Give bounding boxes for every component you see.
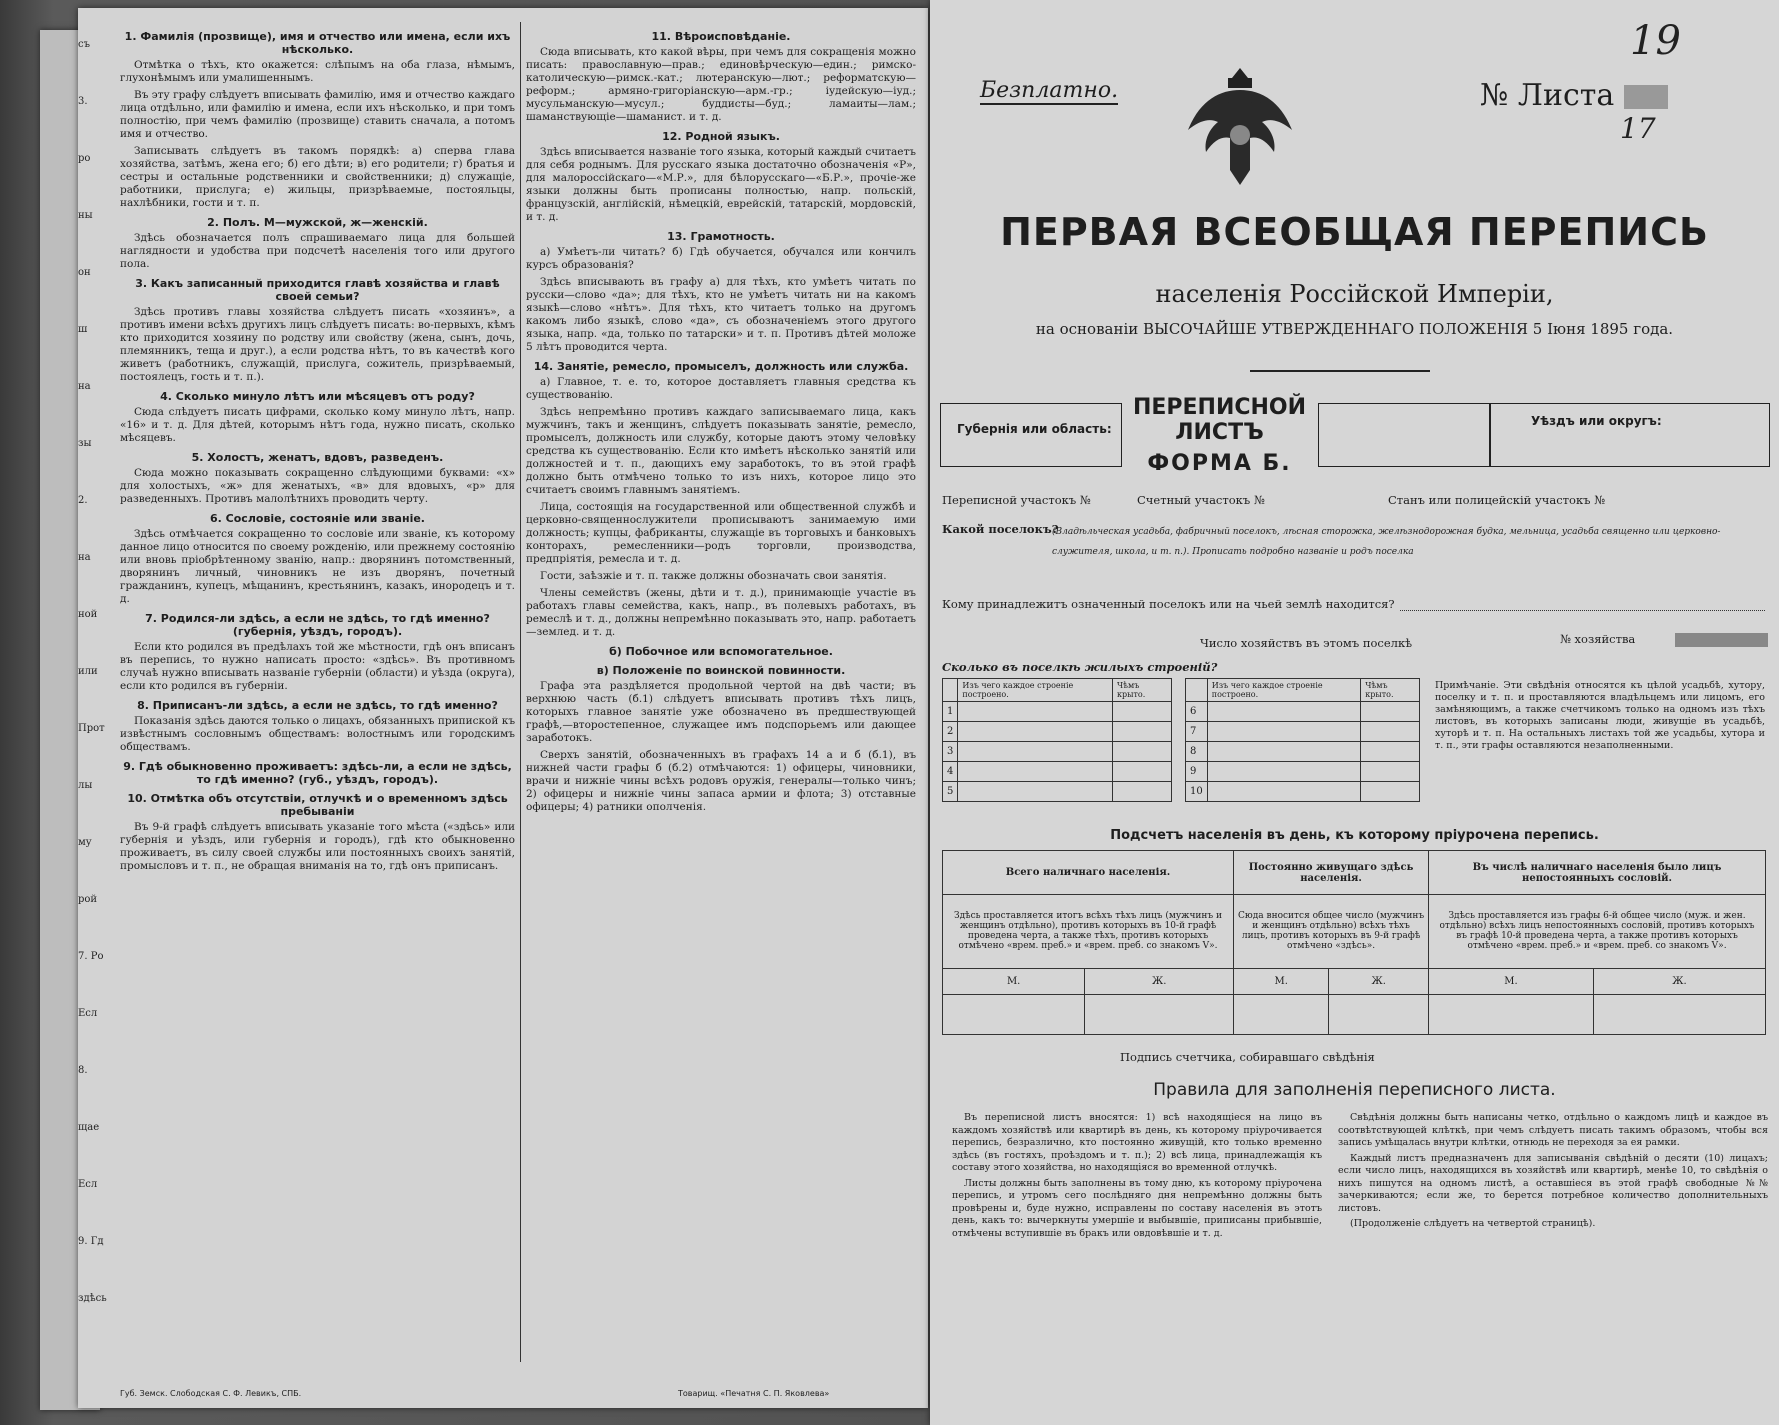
instruction-paragraph: Здѣсь противъ главы хозяйства слѣдуетъ писать «хозяинъ», а противъ имени всѣхъ другихъ лицъ слѣдуетъ писать: во-первыхъ, кѣмъ кто приходится хозяину по родству или свойству (жена, сынъ, дочь, племянникъ, теща и друг.), а если родства нѣтъ, то въ качествѣ кого живетъ (работникъ, служащій, прислуга, сожитель, призрѣваемый, постоялецъ, гость и т. п.). — [120, 306, 515, 383]
census-legal-basis: на основаніи ВЫСОЧАЙШЕ УТВЕРЖДЕННАГО ПОЛОЖЕНІЯ 5 Іюня 1895 года. — [1035, 320, 1674, 338]
count-male-value — [943, 995, 1085, 1035]
gubernia-box — [940, 403, 1122, 467]
section-heading: 10. Отмѣтка объ отсутствіи, отлучкѣ и о временномъ здѣсь пребываніи — [127, 792, 508, 818]
margin-fragment: щае — [78, 1122, 100, 1133]
margin-fragment: съ — [78, 39, 90, 50]
section-heading: 14. Занятіе, ремесло, промыселъ, должность или служба. — [533, 360, 909, 373]
section-heading: 3. Какъ записанный приходится главѣ хозяйства и главѣ своей семьи? — [135, 277, 500, 303]
population-count-table — [942, 850, 1766, 1035]
line-owner: Кому принадлежитъ означенный поселокъ или на чьей землѣ находится? — [942, 597, 1395, 611]
rules-column-left — [952, 1112, 1322, 1243]
count-female-header: Ж. — [1329, 968, 1429, 994]
margin-fragment: 7. Ро — [78, 951, 104, 962]
instruction-paragraph: Здѣсь непремѣнно противъ каждаго записываемаго лица, какъ мужчинъ, такъ и женщинъ, слѣдуетъ показывать занятіе, ремесло, промыселъ, должность или службу, которые даютъ этому человѣку средства къ существованію. Если кто имѣетъ нѣсколько занятій или должностей и т. п., дающихъ ему заработокъ, то въ этой графѣ должно быть отмѣчено только то изъ нихъ, которое лицо это считаетъ своимъ главнымъ занятіемъ. — [526, 406, 916, 496]
line-uchastok: Переписной участокъ № — [942, 493, 1091, 507]
buildings-roof-cell — [1112, 702, 1171, 722]
line-schet: Счетный участокъ № — [1137, 493, 1265, 507]
count-female-header: Ж. — [1085, 968, 1234, 994]
section-heading: 12. Родной языкъ. — [662, 130, 780, 143]
instruction-paragraph: Здѣсь отмѣчается сокращенно то сословіе или званіе, къ которому данное лицо относится по своему рожденію, или прежнему состоянію или вновь пріобрѣтенному званію, напр.: дворянинъ потомственный, дворянинъ личный, чиновникъ не изъ дворянъ, почетный гражданинъ, купецъ, мѣщанинъ, крестьянинъ, казакъ, инородецъ и т. д. — [120, 528, 515, 605]
margin-fragment: на — [78, 381, 91, 392]
buildings-row-number: 10 — [1186, 782, 1208, 802]
count-value-row — [943, 995, 1766, 1035]
section-heading: 2. Полъ. М—мужской, ж—женскій. — [207, 216, 428, 229]
instruction-paragraph: а) Умѣетъ-ли читать? б) Гдѣ обучается, обучался или кончилъ курсъ образованія? — [526, 246, 916, 271]
count-male-header: М. — [1429, 968, 1594, 994]
buildings-header-row — [1186, 679, 1420, 702]
instruction-paragraph: Члены семействъ (жены, дѣти и т. д.), принимающіе участіе въ работахъ главы семейства, какъ, напр., въ полевыхъ работахъ, въ ремеслѣ и т. д., должны непремѣнно показывать это, напр. работаетъ—землед. и т. д. — [526, 587, 916, 638]
count-col-desc: Сюда вносится общее число (мужчинъ и женщинъ отдѣльно) всѣхъ тѣхъ лицъ, противъ которыхъ въ 9-й графѣ отмѣчено «здѣсь». — [1234, 895, 1429, 969]
section-heading: 4. Сколько минуло лѣтъ или мѣсяцевъ отъ роду? — [160, 390, 475, 403]
count-col-desc: Здѣсь проставляется изъ графы 6-й общее число (муж. и жен. отдѣльно) всѣхъ лицъ непостоянныхъ сословій, противъ которыхъ въ графѣ 10-й проведена черта, а также противъ которыхъ отмѣчено «врем. преб.» и «врем. преб. со знакомъ V». — [1429, 895, 1766, 969]
count-male-header: М. — [1234, 968, 1329, 994]
margin-fragment: 3. — [78, 96, 88, 107]
margin-fragment: ро — [78, 153, 91, 164]
margin-fragment: рой — [78, 894, 98, 905]
buildings-material-cell — [1207, 762, 1360, 782]
printer-imprint-right: Товарищ. «Печатня С. П. Яковлева» — [678, 1389, 830, 1398]
buildings-material-cell — [1207, 722, 1360, 742]
buildings-row — [1186, 702, 1420, 722]
printer-imprint-left: Губ. Земск. Слободская С. Ф. Левикъ, СПБ. — [120, 1389, 302, 1398]
buildings-roof-cell — [1361, 782, 1420, 802]
rules-title: Правила для заполненія переписного листа. — [1153, 1080, 1556, 1100]
buildings-row-number: 1 — [943, 702, 958, 722]
instructions-column-1 — [120, 24, 515, 877]
margin-fragment: 2. — [78, 495, 88, 506]
margin-fragment: 8. — [78, 1065, 88, 1076]
line-poselok-hint: (Владѣльческая усадьба, фабричный поселокъ, лѣсная сторожка, желѣзнодорожная будка, мельница, усадьба священно или церковно-служителя, школа, и т. п.). Прописать подробно названіе и родъ поселка — [1052, 527, 1721, 557]
buildings-roof-cell — [1112, 742, 1171, 762]
uezd-label: Уѣздъ или округъ: — [1531, 414, 1662, 428]
buildings-row-number: 9 — [1186, 762, 1208, 782]
count-title-row — [943, 851, 1766, 895]
count-col-title: Въ числѣ наличнаго населенія было лицъ непостоянныхъ сословій. — [1429, 851, 1766, 895]
section-heading: в) Положеніе по воинской повинности. — [596, 664, 846, 677]
instruction-paragraph: Въ 9-й графѣ слѣдуетъ вписывать указаніе того мѣста («здѣсь» или губернія и уѣздъ, или губернія и городъ), гдѣ кто обыкновенно проживаетъ, въ силу своей службы или постоянныхъ своихъ занятій, промысловъ и т. п., не обращая вниманія на то, гдѣ онъ приписанъ. — [120, 821, 515, 872]
buildings-material-cell — [958, 722, 1113, 742]
buildings-row — [1186, 742, 1420, 762]
sheet-number-label: № Листа — [1480, 78, 1615, 113]
instruction-paragraph: Если кто родился въ предѣлахъ той же мѣстности, гдѣ онъ вписанъ въ перепись, то нужно написать просто: «здѣсь». Въ противномъ случаѣ нужно вписывать названіе губерніи (области) и уѣзда (округа), если кто родился въ губерніи. — [120, 641, 515, 692]
instruction-paragraph: а) Главное, т. е. то, которое доставляетъ главныя средства къ существованію. — [526, 376, 916, 401]
buildings-header-row — [943, 679, 1172, 702]
gubernia-value-box — [1318, 403, 1490, 467]
line-buildings: Сколько въ поселкѣ жилыхъ строеній? — [942, 660, 1218, 674]
section-heading: б) Побочное или вспомогательное. — [609, 645, 833, 658]
free-label: Безплатно. — [980, 78, 1119, 103]
form-title-block — [1122, 395, 1317, 476]
section-heading: 11. Вѣроисповѣданіе. — [651, 30, 791, 43]
instructions-column-2 — [526, 24, 916, 818]
count-desc-row — [943, 895, 1766, 969]
buildings-material-cell — [958, 762, 1113, 782]
buildings-row — [943, 722, 1172, 742]
instruction-paragraph: Въ эту графу слѣдуетъ вписывать фамилію, имя и отчество каждаго лица отдѣльно, или фамилію и имена, если ихъ нѣсколько, и при томъ полностію, при чемъ фамилію (прозвище) ставить сначала, а потомъ имя и отчество. — [120, 89, 515, 140]
buildings-material-cell — [1207, 782, 1360, 802]
buildings-roof-cell — [1361, 702, 1420, 722]
buildings-row — [1186, 782, 1420, 802]
margin-fragment: Прот — [78, 723, 105, 734]
title-rule — [1250, 370, 1430, 372]
instruction-paragraph: Гости, заѣзжіе и т. п. также должны обозначать свои занятія. — [540, 570, 887, 582]
margin-fragment: зы — [78, 438, 92, 449]
count-female-header: Ж. — [1593, 968, 1765, 994]
buildings-row-number: 2 — [943, 722, 958, 742]
line-households: Число хозяйствъ въ этомъ поселкѣ — [1200, 636, 1413, 650]
buildings-note: Примѣчаніе. Эти свѣдѣнія относятся къ цѣлой усадьбѣ, хутору, поселку и т. п. и проставляются владѣльцемъ или лицомъ, его замѣняющимъ, а также счетчикомъ только на одномъ изъ тѣхъ листовъ, въ которыхъ записаны люди, живущіе въ усадьбѣ, хуторѣ и т. п. На остальныхъ листахъ той же усадьбы, хутора и т. п., эти графы оставляются незаполненными. — [1435, 680, 1765, 751]
form-title: ПЕРЕПИСНОЙ ЛИСТЪ — [1132, 395, 1307, 445]
left-page — [78, 8, 928, 1408]
instruction-paragraph: Показанія здѣсь даются только о лицахъ, обязанныхъ припиской къ извѣстнымъ сословнымъ обществамъ: волостнымъ или городскимъ обществамъ. — [120, 715, 515, 753]
buildings-roof-cell — [1361, 722, 1420, 742]
line-household-no: № хозяйства — [1560, 632, 1636, 646]
margin-fragment: ш — [78, 324, 88, 335]
household-stamp — [1675, 633, 1768, 647]
buildings-material-cell — [1207, 702, 1360, 722]
margin-fragment: Есл — [78, 1008, 98, 1019]
instruction-paragraph: Записывать слѣдуетъ въ такомъ порядкѣ: а) сперва глава хозяйства, затѣмъ, жена его; б) его дѣти; в) его родители; г) братья и сестры и остальные родственники и свойственники; д) служащіе, работники, прислуга; е) жильцы, призрѣваемые, постояльцы, нахлѣбники, гости и т. п. — [120, 145, 515, 209]
buildings-table-left — [942, 678, 1172, 802]
margin-fragment: на — [78, 552, 91, 563]
section-heading: 9. Гдѣ обыкновенно проживаетъ: здѣсь-ли, а если не здѣсь, то гдѣ именно? (губ., уѣздъ, городъ). — [123, 760, 512, 786]
buildings-num-header — [943, 679, 958, 702]
buildings-roof-cell — [1112, 782, 1171, 802]
buildings-row-number: 3 — [943, 742, 958, 762]
buildings-material-header: Изъ чего каждое строеніе построено. — [1207, 679, 1360, 702]
buildings-material-header: Изъ чего каждое строеніе построено. — [958, 679, 1113, 702]
instruction-paragraph: Сюда слѣдуетъ писать цифрами, сколько кому минуло лѣтъ, напр. «16» и т. д. Для дѣтей, которымъ нѣтъ года, нужно писать, сколько мѣсяцевъ. — [120, 406, 515, 444]
section-heading: 5. Холостъ, женатъ, вдовъ, разведенъ. — [191, 451, 444, 464]
buildings-roof-cell — [1361, 762, 1420, 782]
census-title: ПЕРВАЯ ВСЕОБЩАЯ ПЕРЕПИСЬ — [1000, 210, 1709, 254]
column-divider — [520, 22, 521, 1362]
instruction-paragraph: Графа эта раздѣляется продольной чертой на двѣ части; въ верхнюю часть (б.1) слѣдуетъ вписывать противъ тѣхъ лицъ, которыхъ главное занятіе уже обозначено въ предшествующей графѣ,—второстепенное, служащее имъ подспорьемъ или дающее заработокъ. — [526, 680, 916, 744]
census-subtitle: населенія Россійской Имперіи, — [1155, 280, 1554, 308]
rule-paragraph: (Продолженіе слѣдуетъ на четвертой страницѣ). — [1350, 1218, 1596, 1229]
margin-fragment: или — [78, 666, 98, 677]
line-poselok: Какой поселокъ? — [942, 522, 1059, 536]
instruction-paragraph: Сверхъ занятій, обозначенныхъ въ графахъ 14 а и б (б.1), въ нижней части графы б (б.2) отмѣчаются: 1) офицеры, чиновники, врачи и нижніе чины всѣхъ родовъ оружія, генералы—только чинъ; 2) офицеры и нижніе чины запаса армии и флота; 3) отставные офицеры; 4) ратники ополченія. — [526, 749, 916, 813]
rules-column-right — [1338, 1112, 1768, 1234]
margin-fragment: здѣсь — [78, 1293, 107, 1304]
instruction-paragraph: Здѣсь обозначается полъ спрашиваемаго лица для большей наглядности и удобства при подсчетѣ населенія того или другого пола. — [120, 232, 515, 270]
section-heading: 6. Сословіе, состояніе или званіе. — [210, 512, 425, 525]
section-heading: 7. Родился-ли здѣсь, а если не здѣсь, то гдѣ именно? (губернія, уѣздъ, городъ). — [145, 612, 490, 638]
buildings-roof-cell — [1361, 742, 1420, 762]
count-female-value — [1085, 995, 1234, 1035]
left-strip-fragments — [78, 8, 118, 1408]
margin-fragment: му — [78, 837, 92, 848]
count-male-value — [1234, 995, 1329, 1035]
margin-fragment: ны — [78, 210, 93, 221]
sheet-number-stamp — [1624, 85, 1668, 109]
buildings-row — [943, 782, 1172, 802]
buildings-row — [943, 762, 1172, 782]
buildings-roof-cell — [1112, 722, 1171, 742]
count-col-title: Всего наличнаго населенія. — [943, 851, 1234, 895]
gubernia-label: Губернія или область: — [957, 422, 1112, 436]
form-subtitle: ФОРМА Б. — [1147, 451, 1292, 476]
count-male-header: М. — [943, 968, 1085, 994]
census-form-page — [930, 0, 1779, 1425]
buildings-row — [1186, 762, 1420, 782]
imperial-eagle-emblem — [1180, 60, 1300, 190]
signature-line: Подпись счетчика, собиравшаго свѣдѣнія — [1120, 1050, 1375, 1064]
count-male-value — [1429, 995, 1594, 1035]
count-col-title: Постоянно живущаго здѣсь населенія. — [1234, 851, 1429, 895]
handwritten-sheet-number-top: 19 — [1630, 18, 1681, 64]
instruction-paragraph: Сюда можно показывать сокращенно слѣдующими буквами: «х» для холостыхъ, «ж» для женатыхъ, «в» для вдовыхъ, «р» для разведенныхъ. Противъ малолѣтнихъ проводить черту. — [120, 467, 515, 505]
buildings-num-header — [1186, 679, 1208, 702]
sheet-number-field — [1480, 78, 1668, 113]
buildings-row — [943, 742, 1172, 762]
buildings-row-number: 5 — [943, 782, 958, 802]
owner-dotline — [1400, 610, 1765, 611]
instruction-paragraph: Отмѣтка о тѣхъ, кто окажется: слѣпымъ на оба глаза, нѣмымъ, глухонѣмымъ или умалишеннымъ. — [120, 59, 515, 84]
section-heading: 13. Грамотность. — [667, 230, 775, 243]
margin-fragment: он — [78, 267, 91, 278]
buildings-row-number: 6 — [1186, 702, 1208, 722]
buildings-roof-header: Чѣмъ крыто. — [1361, 679, 1420, 702]
count-col-desc: Здѣсь проставляется итогъ всѣхъ тѣхъ лицъ (мужчинъ и женщинъ отдѣльно), противъ которыхъ въ 10-й графѣ проведена черта, а также тѣхъ, противъ которыхъ отмѣчено «врем. преб.» и «врем. преб. со знакомъ V». — [943, 895, 1234, 969]
rule-paragraph: Листы должны быть заполнены въ тому дню, къ которому пріурочена перепись, и утромъ сего послѣдняго дня непремѣнно должны быть провѣрены и, буде нужно, исправлены по составу населенія въ этотъ день, какъ то: вычеркнуты умершіе и выбывшіе, приписаны прибывшіе, отмѣчены вступившіе въ бракъ или овдовѣвшіе и т. д. — [952, 1177, 1322, 1239]
buildings-row-number: 8 — [1186, 742, 1208, 762]
instruction-paragraph: Здѣсь вписывается названіе того языка, который каждый считаетъ для себя роднымъ. Для русскаго языка достаточно обозначенія «Р», для малороссійскаго—«М.Р.», для бѣлорусскаго—«Б.Р.», прочіе-же языки должны быть прописаны полностью, напр. польскій, французскій, англійскій, нѣмецкій, еврейскій, татарскій, мордовскій, и т. д. — [526, 146, 916, 223]
section-heading: 8. Приписанъ-ли здѣсь, а если не здѣсь, то гдѣ именно? — [137, 699, 498, 712]
buildings-material-cell — [1207, 742, 1360, 762]
buildings-material-cell — [958, 782, 1113, 802]
section-heading: 1. Фамилія (прозвище), имя и отчество или имена, если ихъ нѣсколько. — [124, 30, 511, 56]
buildings-row — [943, 702, 1172, 722]
buildings-table-right — [1185, 678, 1420, 802]
count-female-value — [1593, 995, 1765, 1035]
buildings-roof-header: Чѣмъ крыто. — [1112, 679, 1171, 702]
count-title: Подсчетъ населенія въ день, къ которому пріурочена перепись. — [1110, 828, 1599, 843]
handwritten-sheet-number: 17 — [1620, 112, 1656, 145]
buildings-material-cell — [958, 742, 1113, 762]
instruction-paragraph: Здѣсь вписывають въ графу а) для тѣхъ, кто умѣетъ читать по русски—слово «да»; для тѣхъ, кто не умѣетъ читать ни на какомъ языкѣ—слово «нѣтъ». Для тѣхъ, кто читаетъ только на другомъ какомъ либо языкѣ, слово «да», съ обозначеніемъ этого другого языка, напр. «да, только по татарски» и т. п. Противъ дѣтей моложе 5 лѣтъ проводится черта. — [526, 276, 916, 353]
uezd-box — [1490, 403, 1770, 467]
rule-paragraph: Свѣдѣнія должны быть написаны четко, отдѣльно о каждомъ лицѣ и каждое въ соотвѣтствующей клѣткѣ, при чемъ слѣдуетъ писать такимъ образомъ, чтобы вся запись умѣщалась внутри клѣтки, отнюдь не переходя за ея рамки. — [1338, 1112, 1768, 1148]
margin-fragment: 9. Гд — [78, 1236, 104, 1247]
margin-fragment: лы — [78, 780, 93, 791]
margin-fragment: Есл — [78, 1179, 98, 1190]
buildings-row — [1186, 722, 1420, 742]
line-stan: Станъ или полицейскій участокъ № — [1388, 493, 1605, 507]
buildings-roof-cell — [1112, 762, 1171, 782]
buildings-row-number: 7 — [1186, 722, 1208, 742]
rule-paragraph: Каждый листъ предназначенъ для записыванія свѣдѣній о десяти (10) лицахъ; если число лицъ, находящихся въ хозяйствѣ или квартирѣ, менѣе 10, то свѣдѣнія о нихъ пишутся на одномъ листѣ, а оставшіеся въ этой графѣ свободные №№ зачеркиваются; если же, то берется потребное количество дополнительныхъ листовъ. — [1338, 1152, 1768, 1214]
instruction-paragraph: Лица, состоящія на государственной или общественной службѣ и церковно-священнослужители прописываютъ занимаемую ими должность; купцы, фабриканты, служащіе въ торговыхъ и банковыхъ конторахъ, ремесленники—родъ торговли, производства, предпріятія, ремесла и т. д. — [526, 501, 916, 565]
count-mf-row — [943, 968, 1766, 994]
count-female-value — [1329, 995, 1429, 1035]
instruction-paragraph: Сюда вписывать, кто какой вѣры, при чемъ для сокращенія можно писать: православную—прав.; единовѣрческую—един.; римско-католическую—римск.-кат.; лютеранскую—лют.; реформатскую—реформ.; армяно-григоріанскую—арм.-гр.; іудейскую—іуд.; мусульманскую—мусул.; буддисты—буд.; ламаиты—лам.; шаманствующіе—шаманист. и т. д. — [526, 46, 916, 123]
rule-paragraph: Въ переписной листъ вносятся: 1) всѣ находящіеся на лицо въ каждомъ хозяйствѣ или квартирѣ въ день, къ которому пріурочивается перепись, безразлично, кто постоянно живущій, кто только временно здѣсь (въ гостяхъ, проѣздомъ и т. п.); 2) всѣ лица, принадлежащія къ составу этого хозяйства, но находящіяся во временной отлучкѣ. — [952, 1112, 1322, 1173]
margin-fragment: ной — [78, 609, 98, 620]
buildings-material-cell — [958, 702, 1113, 722]
buildings-row-number: 4 — [943, 762, 958, 782]
